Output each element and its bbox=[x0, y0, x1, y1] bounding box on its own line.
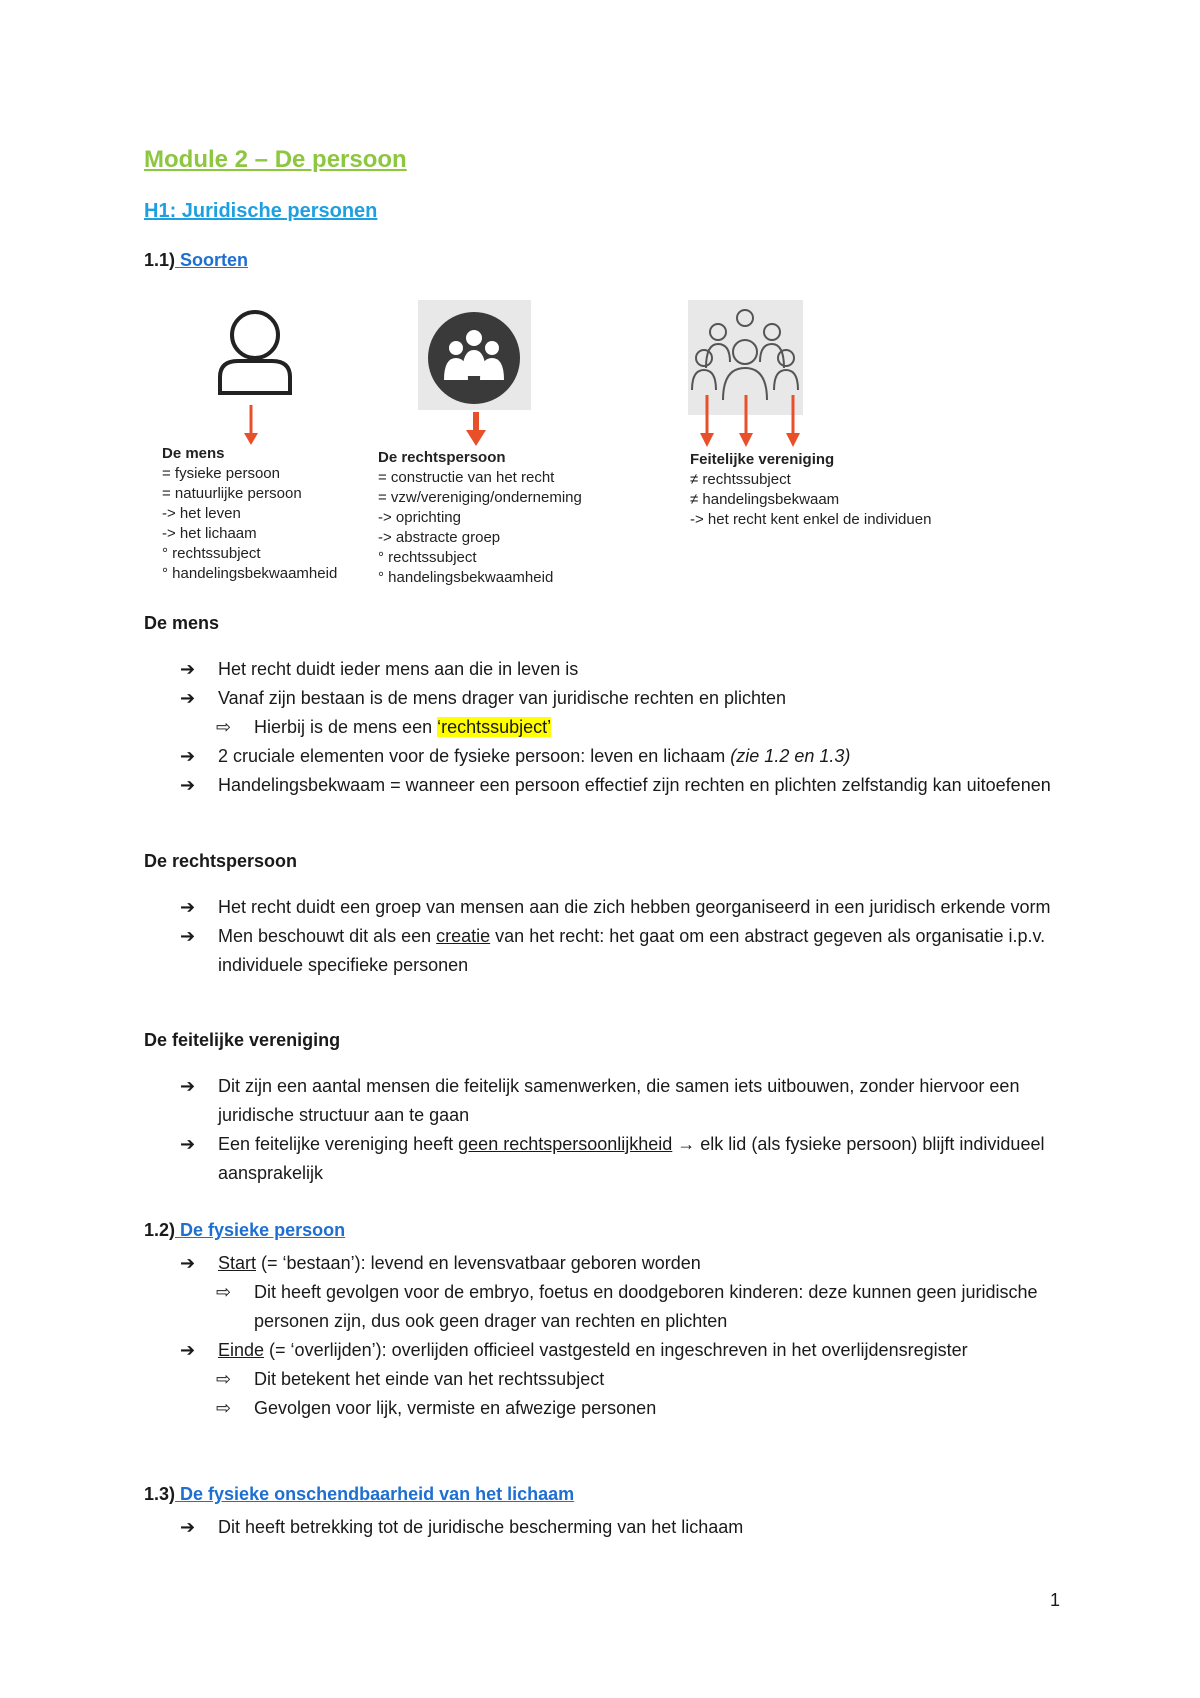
list-subitem: ⇨ Dit heeft gevolgen voor de embryo, foetus en doodgeboren kinderen: deze kunnen geen juridische personen zijn, dus ook geen drager van rechten en plichten bbox=[180, 1278, 1060, 1336]
red-arrow-icon bbox=[244, 405, 258, 445]
list-item: ➔ Vanaf zijn bestaan is de mens drager van juridische rechten en plichten bbox=[180, 684, 1060, 713]
arrow-right-icon: ➔ bbox=[180, 1340, 196, 1360]
list-item: ➔ Het recht duidt een groep van mensen aan die zich hebben georganiseerd in een juridisch erkende vorm bbox=[180, 893, 1060, 922]
list-feitelijke-vereniging bbox=[180, 1072, 1060, 1188]
heading-de-mens: De mens bbox=[144, 613, 220, 633]
arrow-right-icon: ➔ bbox=[180, 775, 196, 795]
figure-caption-feitelijke-vereniging bbox=[690, 450, 931, 530]
figure-caption-rechtspersoon bbox=[378, 448, 582, 588]
group-icon bbox=[418, 300, 531, 410]
section-1-2-heading bbox=[144, 1220, 345, 1241]
caption-line: = natuurlijke persoon bbox=[162, 485, 302, 502]
caption-line: -> het leven bbox=[162, 505, 241, 522]
section-number: 1.1) bbox=[144, 250, 176, 270]
caption-line: -> het recht kent enkel de individuen bbox=[690, 511, 932, 528]
hollow-arrow-icon: ⇨ bbox=[216, 717, 232, 737]
list-onschendbaarheid bbox=[180, 1513, 1060, 1542]
caption-line: ° rechtssubject bbox=[162, 545, 261, 562]
heading-de-feitelijke-vereniging: De feitelijke vereniging bbox=[144, 1030, 341, 1050]
section-title-link[interactable]: De fysieke onschendbaarheid van het lichaam bbox=[175, 1484, 575, 1504]
arrow-right-icon: ➔ bbox=[180, 926, 196, 946]
caption-line: ° rechtssubject bbox=[378, 549, 477, 566]
heading-de-rechtspersoon: De rechtspersoon bbox=[144, 851, 298, 871]
hollow-arrow-icon: ⇨ bbox=[216, 1398, 232, 1418]
red-arrow-icon bbox=[786, 395, 800, 447]
arrow-right-icon: ➔ bbox=[180, 688, 196, 708]
arrow-right-icon: ➔ bbox=[180, 1134, 196, 1154]
arrow-right-icon: ➔ bbox=[180, 1517, 196, 1537]
red-arrow-icon bbox=[739, 395, 753, 447]
list-item: ➔ Dit heeft betrekking tot de juridische bescherming van het lichaam bbox=[180, 1513, 1060, 1542]
person-outline-icon bbox=[212, 305, 298, 397]
list-item: ➔ Dit zijn een aantal mensen die feitelijk samenwerken, die samen iets uitbouwen, zonder hiervoor een juridische structuur aan te gaan bbox=[180, 1072, 1060, 1130]
caption-line: ≠ handelingsbekwaam bbox=[690, 491, 840, 508]
caption-line: -> abstracte groep bbox=[378, 529, 501, 546]
list-item: ➔ Handelingsbekwaam = wanneer een persoon effectief zijn rechten en plichten zelfstandig kan uitoefenen bbox=[180, 771, 1060, 800]
arrow-right-icon: ➔ bbox=[180, 746, 196, 766]
red-arrow-icon bbox=[700, 395, 714, 447]
caption-title: De mens bbox=[162, 445, 225, 462]
module-title: Module 2 – De persoon bbox=[144, 146, 407, 173]
list-item: ➔ Einde (= ‘overlijden’): overlijden officieel vastgesteld en ingeschreven in het overlijdensregister bbox=[180, 1336, 1060, 1365]
caption-title: De rechtspersoon bbox=[378, 449, 506, 466]
list-item: ➔ Men beschouwt dit als een creatie van het recht: het gaat om een abstract gegeven als organisatie i.p.v. individuele specifieke personen bbox=[180, 922, 1060, 980]
caption-line: ° handelingsbekwaamheid bbox=[378, 569, 554, 586]
caption-line: = fysieke persoon bbox=[162, 465, 280, 482]
arrow-right-icon: ➔ bbox=[180, 659, 196, 679]
caption-line: = vzw/vereniging/onderneming bbox=[378, 489, 582, 506]
list-subitem: ⇨ Dit betekent het einde van het rechtssubject bbox=[180, 1365, 1060, 1394]
section-number: 1.3) bbox=[144, 1484, 176, 1504]
list-item: ➔ Een feitelijke vereniging heeft geen rechtspersoonlijkheid → elk lid (als fysieke persoon) blijft individueel aansprakelijk bbox=[180, 1130, 1060, 1188]
caption-line: -> het lichaam bbox=[162, 525, 257, 542]
list-item: ➔ Start (= ‘bestaan’): levend en levensvatbaar geboren worden bbox=[180, 1249, 1060, 1278]
hollow-arrow-icon: ⇨ bbox=[216, 1369, 232, 1389]
caption-line: -> oprichting bbox=[378, 509, 461, 526]
arrow-right-icon: ➔ bbox=[180, 1076, 196, 1096]
figure-caption-mens bbox=[162, 444, 337, 584]
section-title-link[interactable]: Soorten bbox=[175, 250, 249, 270]
list-item: ➔ Het recht duidt ieder mens aan die in leven is bbox=[180, 655, 1060, 684]
caption-line: ≠ rechtssubject bbox=[690, 471, 791, 488]
hollow-arrow-icon: ⇨ bbox=[216, 1282, 232, 1302]
caption-title: Feitelijke vereniging bbox=[690, 451, 835, 468]
page-number: 1 bbox=[1050, 1590, 1061, 1610]
red-arrow-icon bbox=[466, 412, 486, 446]
section-title-link[interactable]: De fysieke persoon bbox=[175, 1220, 346, 1240]
highlighted-term: ‘rechtssubject’ bbox=[437, 717, 552, 737]
list-de-rechtspersoon bbox=[180, 893, 1060, 980]
caption-line: ° handelingsbekwaamheid bbox=[162, 565, 338, 582]
caption-line: = constructie van het recht bbox=[378, 469, 555, 486]
arrow-right-icon: ➔ bbox=[180, 897, 196, 917]
arrow-right-icon: ➔ bbox=[180, 1253, 196, 1273]
section-1-1-heading bbox=[144, 250, 248, 271]
list-de-mens bbox=[180, 655, 1060, 800]
section-number: 1.2) bbox=[144, 1220, 176, 1240]
chapter-heading: H1: Juridische personen bbox=[144, 200, 378, 222]
list-fysieke-persoon bbox=[180, 1249, 1060, 1423]
section-1-3-heading bbox=[144, 1484, 574, 1505]
list-subitem: ⇨ Hierbij is de mens een ‘rechtssubject’ bbox=[180, 713, 1060, 742]
list-subitem: ⇨ Gevolgen voor lijk, vermiste en afwezige personen bbox=[180, 1394, 1060, 1423]
list-item: ➔ 2 cruciale elementen voor de fysieke persoon: leven en lichaam (zie 1.2 en 1.3) bbox=[180, 742, 1060, 771]
